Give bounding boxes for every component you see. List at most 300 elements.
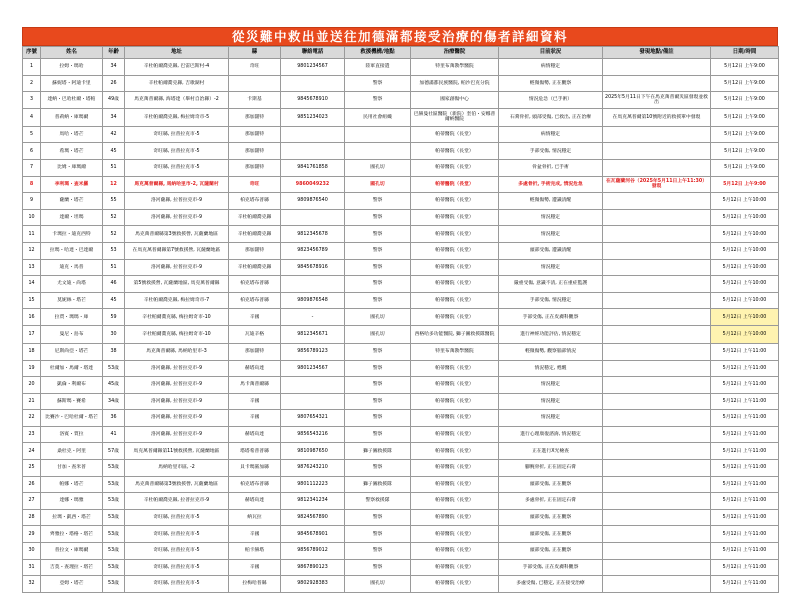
cell-rescue-agency: 警察 [345,92,411,109]
table-row [23,559,779,576]
cell-phone: 9876243210 [281,460,345,477]
cell-remarks [603,259,711,276]
cell-name: 達娜・瑪雅 [41,493,103,510]
cell-rescue-agency: 警察 [345,193,411,210]
cell-condition: 進行心理康復諮詢, 情況穩定 [499,426,603,443]
cell-index: 19 [23,360,41,377]
cell-age: 30 [103,325,125,343]
column-header: 發現地點/備註 [603,47,711,59]
cell-condition: 情況危急（已手術） [499,92,603,109]
cell-condition: 石膏骨折, 頭部受傷, 已救出, 正在治療 [499,108,603,126]
cell-rescue-agency: 警察 [345,360,411,377]
column-header: 救援機構/地點 [345,47,411,59]
table-row [23,426,779,443]
cell-district: 辛杜帕爾喬克縣 [229,209,281,226]
cell-index: 10 [23,209,41,226]
cell-address: 洛河薩縣, 拉普拉克市-9 [125,193,229,210]
cell-hospital: 帕蒂醫院（長堂） [411,309,499,326]
cell-datetime: 5月12日 上午10:00 [711,193,779,210]
cell-address: 奇旺縣, 拉普拉克市-5 [125,576,229,593]
cell-datetime: 5月12日 上午11:00 [711,460,779,477]
cell-index: 24 [23,443,41,460]
cell-index: 22 [23,410,41,427]
cell-hospital: 帕蒂醫院（長堂） [411,393,499,410]
cell-name: 比姆・庫瑪爾 [41,159,103,176]
cell-rescue-agency: 警察 [345,509,411,526]
cell-datetime: 5月12日 上午11:00 [711,443,779,460]
cell-datetime: 5月12日 上午11:00 [711,377,779,394]
cell-datetime: 5月12日 上午9:00 [711,108,779,126]
cell-index: 23 [23,426,41,443]
table-row [23,209,779,226]
cell-phone: 9823456789 [281,242,345,259]
cell-district: 辛國 [229,526,281,543]
cell-index: 5 [23,126,41,143]
cell-address: 奇旺縣, 拉普拉克市-5 [125,526,229,543]
cell-name: 達納・巴哈杜爾・塔帕 [41,92,103,109]
column-header: 姓名 [41,47,103,59]
cell-datetime: 5月12日 上午10:00 [711,259,779,276]
cell-district: 卡斯基 [229,92,281,109]
cell-name: 莫妮絲・塔芒 [41,292,103,309]
cell-condition: 手部受傷, 情況穩定 [499,143,603,160]
cell-rescue-agency: 警察 [345,559,411,576]
cell-hospital: 帕蒂醫院（長堂） [411,226,499,243]
cell-condition: 進行神經功能評估, 情況穩定 [499,325,603,343]
cell-age: 51 [103,259,125,276]
cell-address: 辛杜帕爾喬克縣, 梅拉姆奇市-7 [125,292,229,309]
cell-hospital: 特里布萬教學醫院 [411,59,499,76]
cell-remarks [603,309,711,326]
cell-remarks [603,276,711,293]
cell-rescue-agency: 國孔切 [345,159,411,176]
cell-address: 洛河薩縣, 拉普拉克市-9 [125,426,229,443]
cell-address: 辛杜帕爾喬克縣, 吉歌湖村 [125,75,229,92]
cell-datetime: 5月12日 上午11:00 [711,476,779,493]
cell-age: 53歲 [103,526,125,543]
cell-datetime: 5月12日 上午11:00 [711,360,779,377]
cell-hospital: 帕蒂醫院（長堂） [411,193,499,210]
cell-index: 21 [23,393,41,410]
cell-name: 拉瑪・哈達・巴達爾 [41,242,103,259]
cell-age: 36 [103,410,125,427]
cell-condition: 情況穩定 [499,226,603,243]
cell-remarks [603,410,711,427]
cell-rescue-agency: 國孔切 [345,309,411,326]
cell-address: 洛河薩縣, 拉普拉克市-9 [125,410,229,427]
cell-name: 吉莫・查理拉・塔芒 [41,559,103,576]
cell-remarks [603,126,711,143]
cell-rescue-agency: 警察 [345,242,411,259]
cell-hospital: 帕蒂醫院（長堂） [411,460,499,477]
cell-name: 凱倫・利爾布 [41,377,103,394]
cell-address: 辛杜帕爾喬克縣, 巴雷巴斯村-4 [125,59,229,76]
cell-remarks [603,59,711,76]
cell-name: 杜爾加・馬爾・塔達 [41,360,103,377]
cell-district: 赫塔烏達 [229,360,281,377]
cell-phone: 9824567890 [281,509,345,526]
cell-address: 奇旺縣, 拉普拉克市-5 [125,509,229,526]
cell-age: 51 [103,159,125,176]
cell-district: 那加闊特 [229,108,281,126]
cell-name: 洛賓・賈拉 [41,426,103,443]
table-row [23,242,779,259]
cell-phone: 9856789012 [281,543,345,560]
cell-remarks [603,526,711,543]
cell-condition: 輕微傷勢, 正在觀察 [499,75,603,92]
cell-rescue-agency: 警察 [345,410,411,427]
cell-district: 那加闊特 [229,126,281,143]
cell-district [229,75,281,92]
table-row [23,526,779,543]
cell-phone: 9801234567 [281,360,345,377]
cell-district: 赫塔烏達 [229,493,281,510]
cell-district: 辛國 [229,410,281,427]
cell-phone: 9801112223 [281,476,345,493]
cell-index: 11 [23,226,41,243]
cell-name: 蘇妮塔・阿迪卡里 [41,75,103,92]
cell-district: 辛杜帕爾喬克縣 [229,226,281,243]
cell-condition: 頭部受傷, 正在觀察 [499,509,603,526]
column-header: 日期/時間 [711,47,779,59]
cell-rescue-agency: 陸軍直接遣 [345,59,411,76]
cell-hospital: 巴赫曼社區醫院（新院）奎伯・安娜普爾納醫院 [411,108,499,126]
cell-datetime: 5月12日 上午10:00 [711,276,779,293]
cell-age: 38 [103,343,125,360]
cell-name: 薩蘭・塔芒 [41,193,103,210]
table-row [23,292,779,309]
cell-hospital: 帕蒂醫院（長堂） [411,159,499,176]
cell-district: 瓦迪辛格 [229,325,281,343]
cell-remarks [603,242,711,259]
cell-district: 赫塔烏達 [229,426,281,443]
cell-datetime: 5月12日 上午11:00 [711,493,779,510]
document-title: 從災難中救出並送往加德滿都接受治療的傷者詳細資料 [22,27,778,46]
cell-phone: 9867890123 [281,559,345,576]
cell-datetime: 5月12日 上午10:00 [711,242,779,259]
cell-address: 洛河薩縣, 拉普拉克市-9 [125,209,229,226]
cell-rescue-agency [345,126,411,143]
cell-remarks [603,493,711,510]
cell-datetime: 5月12日 上午11:00 [711,410,779,427]
cell-hospital: 帕蒂醫院（長堂） [411,410,499,427]
cell-index: 26 [23,476,41,493]
cell-district: 那加闊特 [229,159,281,176]
cell-condition: 情況穩定 [499,377,603,394]
cell-address: 洛河薩縣, 拉普拉克市-9 [125,259,229,276]
cell-phone [281,377,345,394]
cell-condition: 輕微傷勢, 觀察腦部情況 [499,343,603,360]
cell-rescue-agency: 警察 [345,526,411,543]
cell-phone: 9845678910 [281,92,345,109]
cell-hospital: 帕蒂醫院（長堂） [411,476,499,493]
cell-district: 奇旺 [229,176,281,193]
cell-name: 帕娜・塔芒 [41,476,103,493]
cell-address: 奇旺縣, 拉普拉克市-5 [125,543,229,560]
cell-name: 馬哈・塔芒 [41,126,103,143]
cell-district: 辛國 [229,559,281,576]
cell-age: 53歲 [103,559,125,576]
cell-address: 洛河薩縣, 拉普拉克市-9 [125,393,229,410]
cell-address: 奇旺縣, 拉普拉克市-5 [125,159,229,176]
cell-remarks [603,476,711,493]
cell-condition: 病情穩定 [499,59,603,76]
cell-phone: 9841761858 [281,159,345,176]
cell-age: 45 [103,292,125,309]
cell-datetime: 5月12日 上午11:00 [711,576,779,593]
cell-age: 49歲 [103,92,125,109]
cell-hospital: 國家創傷中心 [411,92,499,109]
cell-datetime: 5月12日 上午11:00 [711,559,779,576]
cell-address: 洛河薩縣, 拉普拉克市-9 [125,360,229,377]
cell-rescue-agency: 國孔切 [345,576,411,593]
table-row [23,509,779,526]
cell-age: 34歲 [103,393,125,410]
cell-datetime: 5月12日 上午9:00 [711,126,779,143]
cell-remarks [603,292,711,309]
cell-rescue-agency: 警察 [345,543,411,560]
cell-remarks [603,443,711,460]
column-header: 聯絡電話 [281,47,345,59]
cell-district: 奇旺 [229,59,281,76]
table-row [23,92,779,109]
cell-phone: 9845678916 [281,259,345,276]
table-row [23,360,779,377]
cell-age: 34 [103,59,125,76]
cell-index: 30 [23,543,41,560]
cell-index: 15 [23,292,41,309]
cell-datetime: 5月12日 上午11:00 [711,343,779,360]
cell-condition: 頭部受傷, 正在觀察 [499,526,603,543]
cell-rescue-agency: 民用社會組織 [345,108,411,126]
cell-datetime: 5月12日 上午11:00 [711,509,779,526]
cell-age: 59 [103,309,125,326]
table-row [23,193,779,210]
cell-name: 尤文迪・尚塔 [41,276,103,293]
cell-index: 14 [23,276,41,293]
cell-index: 29 [23,526,41,543]
cell-remarks [603,460,711,477]
cell-remarks: 在馬克萬普爾第10號附近的救援單中發現 [603,108,711,126]
cell-district: 納瓦拉 [229,509,281,526]
cell-hospital: 特里布萬教學醫院 [411,343,499,360]
cell-datetime: 5月12日 上午10:00 [711,325,779,343]
cell-condition: 情況穩定 [499,393,603,410]
cell-age: 46 [103,276,125,293]
cell-rescue-agency: 警察 [345,460,411,477]
cell-datetime: 5月12日 上午9:00 [711,143,779,160]
cell-hospital: 帕蒂醫院（長堂） [411,559,499,576]
cell-phone: 9809876540 [281,193,345,210]
table-row [23,226,779,243]
cell-rescue-agency: 警察 [345,426,411,443]
cell-hospital: 帕蒂醫院（長堂） [411,143,499,160]
cell-datetime: 5月12日 上午11:00 [711,543,779,560]
column-header: 序號 [23,47,41,59]
cell-hospital: 帕蒂醫院（長堂） [411,377,499,394]
cell-index: 9 [23,193,41,210]
table-row [23,159,779,176]
cell-age: 53 [103,242,125,259]
cell-age: 53歲 [103,360,125,377]
cell-name: 李利瑪・查米羅 [41,176,103,193]
table-row [23,543,779,560]
column-header: 目前狀況 [499,47,603,59]
cell-index: 20 [23,377,41,394]
cell-district: 辛國 [229,309,281,326]
cell-age: 53歲 [103,460,125,477]
cell-remarks [603,393,711,410]
cell-hospital: 帕蒂醫院（長堂） [411,509,499,526]
table-row [23,493,779,510]
cell-district: 馬卡萬普爾縣 [229,377,281,394]
cell-index: 13 [23,259,41,276]
cell-remarks [603,509,711,526]
cell-rescue-agency: 警察 [345,209,411,226]
cell-district: 柏克塔布普縣 [229,476,281,493]
cell-name: 拉瑪・凱西・塔芒 [41,509,103,526]
cell-age: 41 [103,426,125,443]
cell-address: 馬克萬普爾縣第11號救援營, 瓦薩蘭地區 [125,443,229,460]
cell-name: 桑杜克・阿里 [41,443,103,460]
cell-age: 52 [103,226,125,243]
column-header: 治療醫院 [411,47,499,59]
cell-index: 2 [23,75,41,92]
cell-remarks [603,75,711,92]
cell-condition: 頭部受傷, 正在觀察 [499,543,603,560]
cell-hospital: 帕蒂醫院（長堂） [411,543,499,560]
cell-name: 迪克・馬普 [41,259,103,276]
cell-phone: 9845678901 [281,526,345,543]
cell-remarks [603,543,711,560]
cell-address: 奇旺縣, 拉普拉克市-5 [125,143,229,160]
cell-index: 31 [23,559,41,576]
table-row [23,108,779,126]
table-row [23,259,779,276]
cell-address: 馬克萬普爾縣, 馬納哈里市-2, 瓦薩蘭村 [125,176,229,193]
cell-age: 12 [103,176,125,193]
cell-index: 3 [23,92,41,109]
cell-rescue-agency: 國孔切 [345,325,411,343]
cell-name: 拉姆・瑪哈 [41,59,103,76]
cell-remarks [603,377,711,394]
cell-phone: 9807654321 [281,410,345,427]
cell-hospital: 帕蒂醫院（長堂） [411,360,499,377]
cell-condition: 手部受傷, 正在皮膚科觀察 [499,309,603,326]
cell-rescue-agency: 警察 [345,343,411,360]
cell-age: 45 [103,143,125,160]
cell-rescue-agency: 獅子圖救援隊 [345,476,411,493]
cell-rescue-agency: 警察 [345,276,411,293]
cell-remarks [603,360,711,377]
column-header: 縣 [229,47,281,59]
cell-index: 4 [23,108,41,126]
cell-name: 拉賈・瑪瑪・庫 [41,309,103,326]
table-header-row [23,47,779,59]
cell-district: 柏克塔布普縣 [229,276,281,293]
cell-hospital: 帕蒂醫院（長堂） [411,426,499,443]
table-row [23,126,779,143]
table-row [23,460,779,477]
cell-address: 馬克萬普爾縣, 海塔達（畢村自治縣）-2 [125,92,229,109]
table-row [23,443,779,460]
cell-name: 齊雅拉・塔格・塔芒 [41,526,103,543]
table-row [23,276,779,293]
cell-name: 達爾・坦瑪 [41,209,103,226]
cell-index: 32 [23,576,41,593]
cell-hospital: 帕蒂醫院（長堂） [411,526,499,543]
cell-rescue-agency: 警察 [345,292,411,309]
cell-district: 塔塔希普普縣 [229,443,281,460]
cell-name: 比賽沙・巴哈杜爾・塔芒 [41,410,103,427]
cell-condition: 手部受傷, 情況穩定 [499,292,603,309]
table-row [23,59,779,76]
table-row [23,476,779,493]
cell-name: 蘇斯瑪・賽希 [41,393,103,410]
cell-age: 57歲 [103,443,125,460]
cell-district: 柏克塔布普縣 [229,292,281,309]
cell-phone: 9860049232 [281,176,345,193]
cell-district: 帕卡赫塔 [229,543,281,560]
cell-district: 那加闊特 [229,343,281,360]
cell-datetime: 5月12日 上午9:00 [711,59,779,76]
cell-hospital: 帕蒂醫院（長堂） [411,126,499,143]
cell-index: 1 [23,59,41,76]
cell-remarks: 2025年5月11日下午在馬克萬普爾災區發現並救出 [603,92,711,109]
cell-hospital: 西格哈多功能醫院, 獅子圖救援隊醫院 [411,325,499,343]
cell-remarks [603,159,711,176]
cell-datetime: 5月12日 上午9:00 [711,159,779,176]
cell-hospital: 帕蒂醫院（長堂） [411,443,499,460]
cell-condition: 頭部受傷, 遭識清醒 [499,242,603,259]
table-body [23,59,779,593]
cell-hospital: 帕蒂醫院（長堂） [411,292,499,309]
cell-name: 普莉納・庫瑪爾 [41,108,103,126]
cell-remarks [603,559,711,576]
cell-phone: 9812345678 [281,226,345,243]
cell-condition: 情況穩定 [499,410,603,427]
cell-datetime: 5月12日 上午9:00 [711,176,779,193]
table-row [23,143,779,160]
cell-condition: 腳腕骨折, 正在固定石膏 [499,460,603,477]
cell-rescue-agency [345,143,411,160]
cell-rescue-agency: 獅子圖救援隊 [345,443,411,460]
cell-remarks [603,343,711,360]
table-row [23,410,779,427]
cell-address: 在馬克萬普爾縣第7號救援營, 瓦薩蘭地區 [125,242,229,259]
cell-address: 辛杜帕爾喬克縣, 梅拉姆奇市-5 [125,108,229,126]
casualty-table [22,46,779,593]
cell-rescue-agency: 警察 [345,377,411,394]
cell-hospital: 帕蒂醫院（長堂） [411,242,499,259]
cell-name: 普拉文・庫瑪爾 [41,543,103,560]
cell-rescue-agency: 警察 [345,393,411,410]
cell-phone: 9810987650 [281,443,345,460]
cell-rescue-agency: 警察 [345,226,411,243]
cell-phone: 9812341234 [281,493,345,510]
cell-phone: - [281,309,345,326]
cell-hospital: 帕蒂醫院（長堂） [411,493,499,510]
table-row [23,75,779,92]
cell-name: 曼尼・島布 [41,325,103,343]
cell-condition: 頭部受傷, 正在觀察 [499,476,603,493]
table-row [23,393,779,410]
cell-condition: 輕微傷勢, 遭識清醒 [499,193,603,210]
cell-age: 53歲 [103,543,125,560]
cell-phone [281,276,345,293]
cell-address: 洛河薩縣, 拉普拉克市-9 [125,377,229,394]
cell-condition: 手部受傷, 正在皮膚科觀察 [499,559,603,576]
